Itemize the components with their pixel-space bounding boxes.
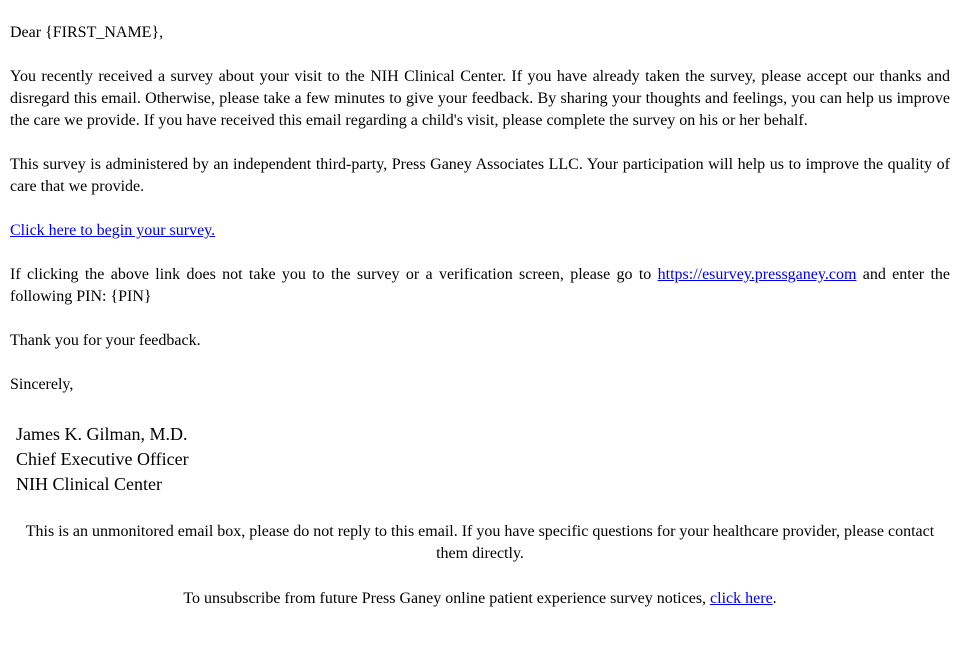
fallback-paragraph [10, 264, 950, 308]
fallback-text-after: and enter the following PIN: {PIN} [10, 266, 951, 305]
begin-survey-line [10, 220, 950, 242]
unsubscribe-text-after: . [772, 590, 777, 607]
unsubscribe-line [10, 588, 950, 610]
signature-name: James K. Gilman, M.D. [16, 424, 188, 444]
signature-org: NIH Clinical Center [16, 474, 162, 494]
signature-block [10, 422, 950, 497]
closing-line: Sincerely, [10, 376, 74, 393]
intro-paragraph: You recently received a survey about your visit to the NIH Clinical Center. If you have already taken the survey, please accept our thanks and disregard this email. Otherwise, please take a few minutes to give your feedback. By sharing your thoughts and feelings, you can help us improve the care we provide. If you have received this email regarding a child's visit, please complete the survey on his or her behalf. [10, 68, 950, 129]
unmonitored-notice: This is an unmonitored email box, please do not reply to this email. If you have specific questions for your healthcare provider, please contact them directly. [25, 523, 935, 562]
thanks-line: Thank you for your feedback. [10, 332, 201, 349]
admin-paragraph: This survey is administered by an independent third-party, Press Ganey Associates LLC. Your participation will help us to improve the quality of care that we provide. [10, 156, 950, 195]
survey-url-link[interactable]: https://esurvey.pressganey.com [657, 266, 857, 283]
unsubscribe-text-before: To unsubscribe from future Press Ganey online patient experience survey notices, [183, 590, 711, 607]
greeting: Dear {FIRST_NAME}, [10, 24, 164, 41]
signature-title: Chief Executive Officer [16, 449, 189, 469]
unsubscribe-link[interactable]: click here [710, 590, 773, 607]
begin-survey-link[interactable]: Click here to begin your survey. [10, 222, 216, 239]
fallback-text-before: If clicking the above link does not take you to the survey or a verification screen, please go to [10, 266, 658, 283]
